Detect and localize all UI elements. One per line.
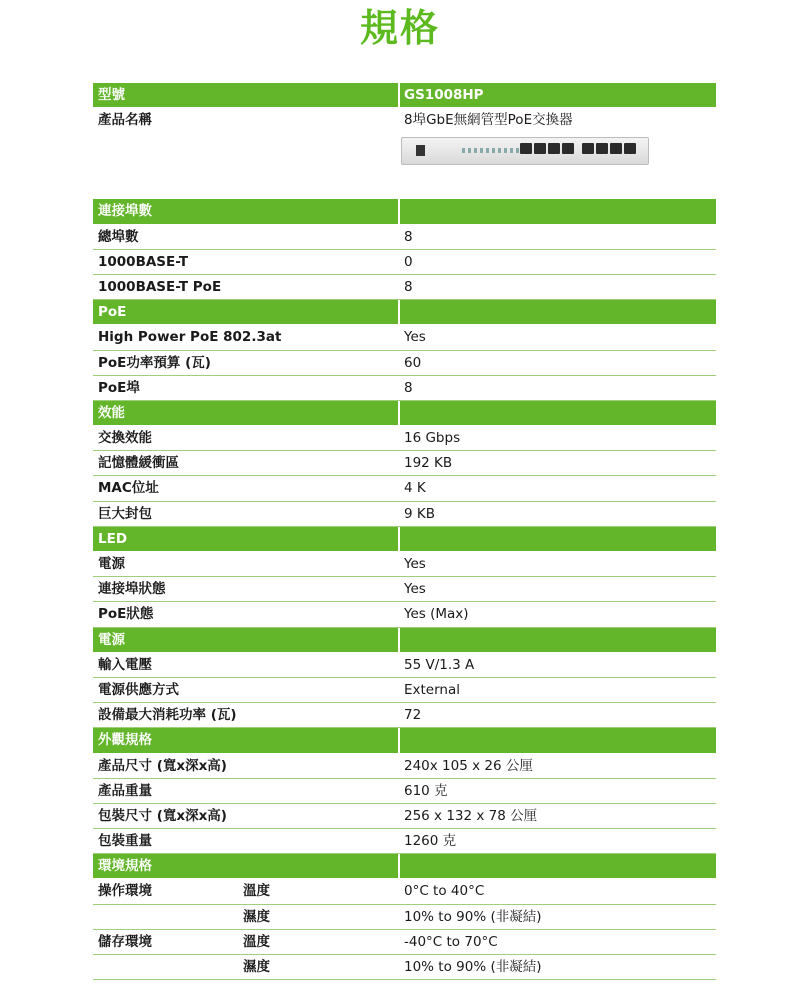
environment-rows — [93, 879, 716, 980]
spec-value: Yes — [404, 581, 426, 598]
spec-row — [93, 653, 716, 678]
spec-value: 9 KB — [404, 505, 435, 522]
port-shape — [562, 143, 574, 154]
spec-row — [93, 779, 716, 804]
spec-value: 256 x 132 x 78 公厘 — [404, 807, 538, 824]
spec-label: 產品重量 — [98, 782, 152, 799]
spec-row — [93, 502, 716, 527]
section-title: LED — [98, 530, 128, 547]
section-header — [93, 401, 716, 426]
section-title: 環境規格 — [98, 858, 152, 875]
product-name-value: 8埠GbE無網管型PoE交換器 — [404, 112, 573, 129]
model-label: 型號 — [98, 87, 125, 103]
spec-label: 包裝重量 — [98, 833, 152, 850]
environment-value: 10% to 90% (非凝結) — [404, 908, 542, 925]
environment-sub-label: 濕度 — [243, 959, 270, 975]
product-name-row — [93, 108, 716, 133]
spec-label: PoE狀態 — [98, 606, 154, 623]
spec-row — [93, 577, 716, 602]
spec-label: 連接埠狀態 — [98, 581, 166, 598]
spec-label: 包裝尺寸 (寬x深x高) — [98, 807, 227, 824]
port-shape — [582, 143, 594, 154]
spec-value: 1260 克 — [404, 833, 457, 850]
section-header — [93, 628, 716, 653]
spec-row — [93, 703, 716, 728]
spec-value: 192 KB — [404, 455, 453, 472]
spec-table — [93, 83, 716, 980]
spec-value: 0 — [404, 253, 413, 270]
spec-value: 240x 105 x 26 公厘 — [404, 757, 533, 774]
section-header — [93, 300, 716, 325]
spec-value: 60 — [404, 354, 422, 371]
spec-row — [93, 351, 716, 376]
spec-value: 8 — [404, 278, 413, 295]
environment-row — [93, 930, 716, 955]
spec-row — [93, 376, 716, 401]
page-title: 規格 — [359, 6, 440, 50]
spec-label: 1000BASE-T PoE — [98, 278, 222, 295]
environment-label: 儲存環境 — [98, 933, 152, 950]
environment-row — [93, 879, 716, 904]
product-image-row — [93, 133, 716, 189]
port-shape — [596, 143, 608, 154]
section-title: PoE — [98, 304, 127, 321]
spec-value: External — [404, 681, 461, 698]
spec-row — [93, 804, 716, 829]
spec-label: 電源 — [98, 556, 125, 572]
section-title: 外觀規格 — [98, 732, 152, 749]
spec-label: 巨大封包 — [98, 505, 152, 522]
spec-label: 1000BASE-T — [98, 253, 189, 270]
spec-label: 交換效能 — [98, 430, 152, 447]
environment-label: 操作環境 — [98, 883, 152, 900]
spec-row — [93, 829, 716, 854]
spec-label: 總埠數 — [98, 228, 139, 245]
spec-row — [93, 678, 716, 703]
section-title: 效能 — [98, 404, 125, 421]
spec-label: 記憶體緩衝區 — [98, 455, 179, 472]
port-shape — [610, 143, 622, 154]
environment-sub-label: 濕度 — [243, 908, 270, 925]
section-header — [93, 728, 716, 753]
spec-sections — [93, 199, 716, 854]
spec-label: High Power PoE 802.3at — [98, 329, 282, 346]
environment-row — [93, 905, 716, 930]
spec-label: 電源供應方式 — [98, 681, 179, 698]
spec-value: Yes — [404, 329, 426, 346]
port-shape — [624, 143, 636, 154]
spec-value: 610 克 — [404, 782, 448, 799]
product-name-label: 產品名稱 — [98, 112, 152, 129]
model-header-row — [93, 83, 716, 108]
spec-label: PoE功率預算 (瓦) — [98, 354, 211, 371]
environment-sub-label: 溫度 — [243, 883, 270, 900]
model-value: GS1008HP — [404, 87, 484, 103]
spec-value: 16 Gbps — [404, 430, 461, 447]
environment-value: 0°C to 40°C — [404, 883, 485, 900]
spec-label: MAC位址 — [98, 480, 159, 497]
spec-row — [93, 602, 716, 627]
spec-value: Yes — [404, 556, 426, 572]
port-shape — [534, 143, 546, 154]
environment-value: -40°C to 70°C — [404, 933, 498, 950]
spec-value: 4 K — [404, 480, 426, 497]
port-shape — [520, 143, 532, 154]
spec-value: 8 — [404, 228, 413, 245]
spec-row — [93, 275, 716, 300]
power-jack-shape — [416, 145, 425, 156]
spec-value: 72 — [404, 707, 422, 724]
spec-row — [93, 426, 716, 451]
spec-row — [93, 225, 716, 250]
port-shape — [548, 143, 560, 154]
spec-label: 設備最大消耗功率 (瓦) — [98, 707, 237, 724]
spec-value: Yes (Max) — [404, 606, 469, 623]
environment-value: 10% to 90% (非凝結) — [404, 959, 542, 975]
section-header — [93, 527, 716, 552]
spec-row — [93, 451, 716, 476]
spec-value: 8 — [404, 379, 413, 396]
section-header-environment — [93, 854, 716, 879]
environment-sub-label: 溫度 — [243, 933, 270, 950]
spec-row — [93, 325, 716, 350]
spec-row — [93, 476, 716, 501]
section-title: 連接埠數 — [98, 203, 152, 220]
spec-row — [93, 552, 716, 577]
spec-value: 55 V/1.3 A — [404, 656, 475, 673]
section-title: 電源 — [98, 631, 125, 648]
spec-row — [93, 754, 716, 779]
environment-row — [93, 955, 716, 980]
switch-product-image — [401, 137, 649, 165]
spec-row — [93, 250, 716, 275]
section-header — [93, 199, 716, 224]
spec-label: PoE埠 — [98, 379, 140, 396]
spec-label: 產品尺寸 (寬x深x高) — [98, 757, 227, 774]
spec-label: 輸入電壓 — [98, 656, 152, 673]
